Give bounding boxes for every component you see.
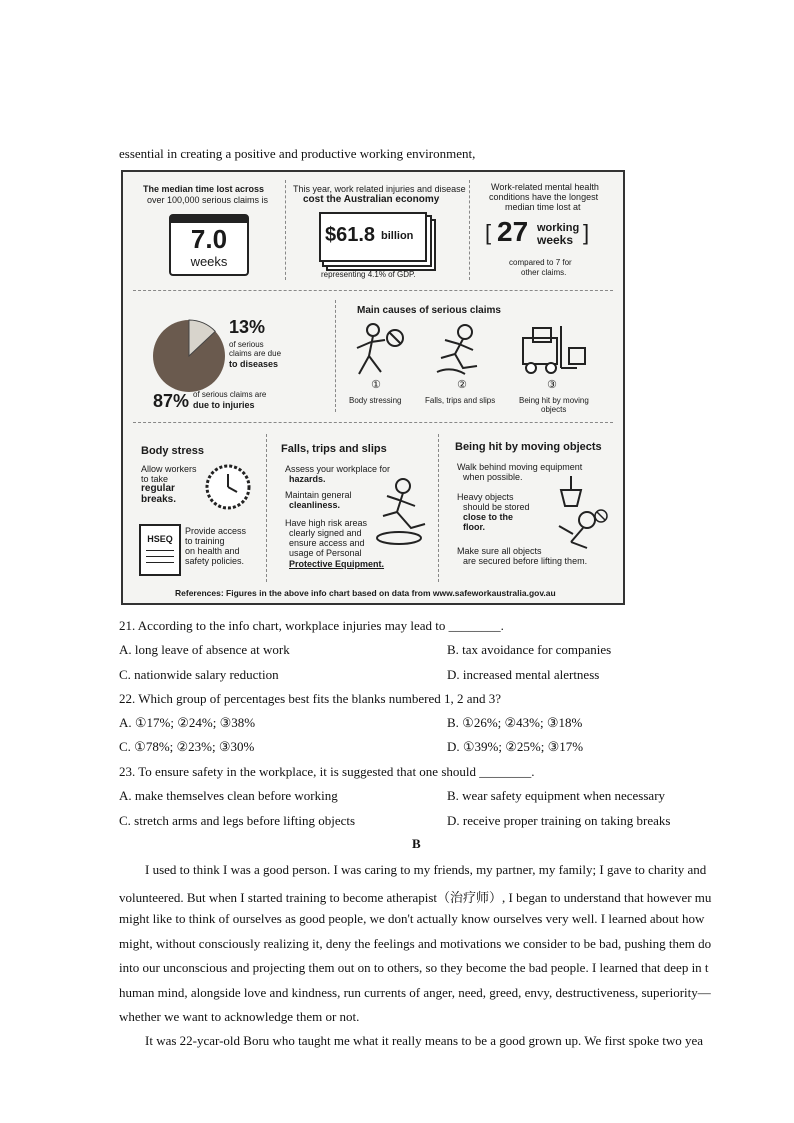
- passage-line: whether we want to acknowledge them or not.: [119, 1009, 360, 1024]
- hseq-binder-icon: [139, 524, 181, 576]
- passage-line: into our unconscious and projecting them out on to others, so they become the bad people. I learned that deep in t: [119, 960, 709, 975]
- q21-option-a: A. long leave of absence at work: [119, 642, 290, 657]
- col1-hseq: HSEQ: [147, 534, 173, 544]
- pct-diseases-l1: of serious: [229, 340, 264, 349]
- q23-option-d: D. receive proper training on taking breaks: [447, 813, 671, 828]
- col2-t7: ensure access and: [289, 538, 365, 548]
- pct-diseases-l2: claims are due: [229, 349, 282, 358]
- pie-chart: [151, 318, 227, 394]
- stat1-unit: weeks: [190, 254, 228, 269]
- cause2-num: ②: [457, 379, 467, 391]
- col3-t4: should be stored: [463, 502, 530, 512]
- col3-title: Being hit by moving objects: [455, 441, 602, 453]
- pct-injuries-l1: of serious claims are: [193, 390, 267, 399]
- pct-diseases-l3: to diseases: [229, 359, 279, 369]
- stat3-line3: median time lost at: [505, 202, 581, 212]
- col3-t6: floor.: [463, 522, 485, 532]
- col1-t7: on health and: [185, 546, 240, 556]
- stat3-note2: other claims.: [521, 268, 567, 277]
- stat2-line1: This year, work related injuries and disease: [293, 184, 466, 194]
- info-chart: [121, 170, 625, 605]
- col1-t6: to training: [185, 536, 225, 546]
- bracket-left-icon: [: [485, 220, 492, 245]
- stat3-note1: compared to 7 for: [509, 258, 572, 267]
- col2-t6: clearly signed and: [289, 528, 362, 538]
- fall-icon: [431, 322, 491, 378]
- q21-option-b: B. tax avoidance for companies: [447, 642, 612, 657]
- col2-t3: Maintain general: [285, 490, 352, 500]
- stat2-value: $61.8: [325, 224, 376, 246]
- passage-line: human mind, alongside love and kindness, run currents of anger, need, greed, envy, destructiveness, superiority—: [119, 985, 711, 1000]
- q21-option-d: D. increased mental alertness: [447, 667, 600, 682]
- col2-t5: Have high risk areas: [285, 518, 368, 528]
- section-label: B: [412, 836, 421, 851]
- q23-option-a: A. make themselves clean before working: [119, 788, 338, 803]
- col3-t3: Heavy objects: [457, 492, 514, 502]
- col3-t8: are secured before lifting them.: [463, 556, 588, 566]
- pct-injuries-l2: due to injuries: [193, 400, 255, 410]
- pct-diseases: 13%: [229, 317, 266, 337]
- stat3-unit1: working: [537, 222, 580, 234]
- q21-option-c: C. nationwide salary reduction: [119, 667, 279, 682]
- falling-object-icon: [537, 476, 613, 550]
- stat3-value: 27: [497, 216, 529, 247]
- cause3-num: ③: [547, 379, 557, 391]
- money-stack-icon: [319, 212, 427, 262]
- q23-option-c: C. stretch arms and legs before lifting objects: [119, 813, 356, 828]
- col1-t2: to take: [141, 474, 169, 484]
- q22-option-a: A. ①17%; ②24%; ③38%: [119, 715, 256, 730]
- cause3-label2: objects: [541, 405, 567, 414]
- intro-text: essential in creating a positive and productive working environment,: [119, 146, 476, 161]
- passage-line: I used to think I was a good person. I was caring to my friends, my partner, my family; I gave to charity and: [145, 862, 707, 877]
- cause1-num: ①: [371, 379, 381, 391]
- passage-line: might like to think of ourselves as good people, we don't actually know ourselves very well. I learned about how: [119, 911, 705, 926]
- col1-t1: Allow workers: [141, 464, 197, 474]
- clock-icon: [203, 462, 253, 512]
- col3-t2: when possible.: [463, 472, 523, 482]
- stat3-line2: conditions have the longest: [489, 192, 599, 202]
- col1-t5: Provide access: [185, 526, 247, 536]
- slip-icon: [369, 476, 435, 548]
- chart-references: References: Figures in the above info chart based on data from www.safeworkaustralia.gov.au: [175, 588, 556, 598]
- col3-t5: close to the: [463, 512, 514, 522]
- stat1-line2: over 100,000 serious claims is: [147, 195, 269, 205]
- q22-option-b: B. ①26%; ②43%; ③18%: [447, 715, 583, 730]
- q22-option-d: D. ①39%; ②25%; ③17%: [447, 739, 584, 754]
- cause3-label1: Being hit by moving: [519, 396, 589, 405]
- stat2-note: representing 4.1% of GDP.: [321, 270, 416, 279]
- forklift-icon: [517, 322, 593, 378]
- passage-line: It was 22-ycar-old Boru who taught me what it really means to be a good grown up. We first spoke two yea: [145, 1033, 704, 1048]
- pct-injuries: 87%: [153, 391, 190, 411]
- causes-title: Main causes of serious claims: [357, 305, 501, 316]
- col2-title: Falls, trips and slips: [281, 443, 387, 455]
- q22-option-c: C. ①78%; ②23%; ③30%: [119, 739, 255, 754]
- col2-t9: Protective Equipment.: [289, 559, 385, 569]
- q22: 22. Which group of percentages best fits the blanks numbered 1, 2 and 3?: [119, 691, 502, 706]
- col2-t4: cleanliness.: [289, 500, 341, 510]
- col3-t1: Walk behind moving equipment: [457, 462, 583, 472]
- q21: 21. According to the info chart, workplace injuries may lead to ________.: [119, 618, 504, 633]
- col1-t3: regular: [141, 483, 175, 494]
- cause1-label: Body stressing: [349, 396, 402, 405]
- col1-t4: breaks.: [141, 494, 177, 505]
- stat2-line2: cost the Australian economy: [303, 194, 440, 205]
- passage-line: might, without consciously realizing it, deny the feelings and motivations we consider to be bad, pushing them do: [119, 936, 712, 951]
- col1-title: Body stress: [141, 445, 204, 457]
- col2-t2: hazards.: [289, 474, 326, 484]
- stat3-line1: Work-related mental health: [491, 182, 599, 192]
- passage-line: volunteered. But when I started training to become atherapist（治疗师）, I began to understand that however mu: [119, 890, 712, 905]
- calendar-icon: [169, 214, 249, 276]
- stat2-unit: billion: [381, 230, 414, 242]
- stat1-value: 7.0: [190, 224, 228, 254]
- col3-t7: Make sure all objects: [457, 546, 542, 556]
- col1-t8: safety policies.: [185, 556, 245, 566]
- q23: 23. To ensure safety in the workplace, it is suggested that one should ________.: [119, 764, 535, 779]
- stat3-unit2: weeks: [537, 233, 574, 247]
- bracket-right-icon: ]: [583, 220, 590, 245]
- q23-option-b: B. wear safety equipment when necessary: [447, 788, 666, 803]
- col2-t1: Assess your workplace for: [285, 464, 391, 474]
- cause2-label: Falls, trips and slips: [425, 396, 496, 405]
- body-stressing-icon: [349, 322, 409, 378]
- stat1-line1: The median time lost across: [143, 184, 265, 194]
- col2-t8: usage of Personal: [289, 548, 362, 558]
